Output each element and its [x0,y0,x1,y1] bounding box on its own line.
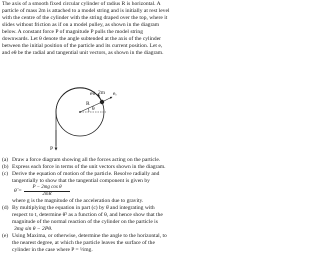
formula-numerator: P − 2mg cos θ [32,185,62,190]
intro-line: slides without friction as if on a model pulley, as shown in the diagram [2,22,160,28]
problem-intro [2,1,198,57]
string [56,88,102,146]
part-e [2,233,198,240]
part-label: (d) [2,205,9,211]
problem-parts [2,157,198,254]
mass-label: 2m [98,90,106,96]
radius-line [80,102,102,112]
angle-label: θ [92,106,95,112]
part-text: Draw a force diagram showing all the forces acting on the particle. [12,157,161,163]
part-label: (e) [2,233,9,239]
part-text: Express each force in terms of the unit vectors shown in the diagram. [12,164,166,170]
part-text: the nearest degree, at which the particle leaves the surface of the [12,240,155,246]
part-label: (c) [2,171,9,177]
part-text: where g is the magnitude of the acceleration due to gravity. [12,198,144,204]
e-r-arrow [102,97,112,102]
part-d [2,205,198,212]
part-text: respect to t, determine θ̇² as a function of θ, and hence show that the [12,212,163,218]
intro-line: between the initial position of the particle and its current position. Let eᵣ [2,43,163,49]
part-text: By multiplying the equation in part (c) by θ̇ and integrating with [12,205,155,211]
e-theta-label: eθ [90,91,96,97]
intro-line: The axis of a smooth fixed circular cylinder of radius R is horizontal. A [2,1,161,7]
intro-line: downwards. Let θ denote the angle subtended at the axis of the cylinder [2,36,161,42]
radius-label: R [86,101,90,107]
part-text: cylinder in the case where P = ½mg. [12,247,93,253]
normal-reaction-equation: 3mg sin θ − 2Pθ. [14,226,53,232]
intro-line: below. A constant force P of magnitude P pulls the model string [2,29,143,35]
part-a [2,157,198,164]
part-c [2,171,198,178]
part-label: (a) [2,157,9,163]
part-text: tangentially to show that the tangential component is given by [12,178,150,184]
cylinder-diagram [18,70,178,156]
theta-ddot-formula [2,185,198,198]
part-text: magnitude of the normal reaction of the cylinder on the particle is [12,219,158,225]
part-text: Using Maxima, or otherwise, determine the angle to the horizontal, to [12,233,167,239]
part-b [2,164,198,171]
cylinder-diagram-svg [18,70,178,156]
e-r-label: eᵣ [113,91,117,97]
part-label: (b) [2,164,9,170]
intro-line: particle of mass 2m is attached to a model string and is initially at rest level [2,8,170,14]
force-label: P [50,146,54,152]
intro-line: with the centre of the cylinder with the string draped over the top, where it [2,15,168,21]
angle-arc [88,108,89,112]
formula-fraction [24,185,70,198]
part-text: Derive the equation of motion of the particle. Resolve radially and [12,171,160,177]
formula-lhs: θ̈ = [14,188,22,194]
formula-denominator: 2mR [24,191,70,198]
intro-line: and eθ be the radial and tangential unit vectors, as shown in the diagram. [2,50,164,56]
